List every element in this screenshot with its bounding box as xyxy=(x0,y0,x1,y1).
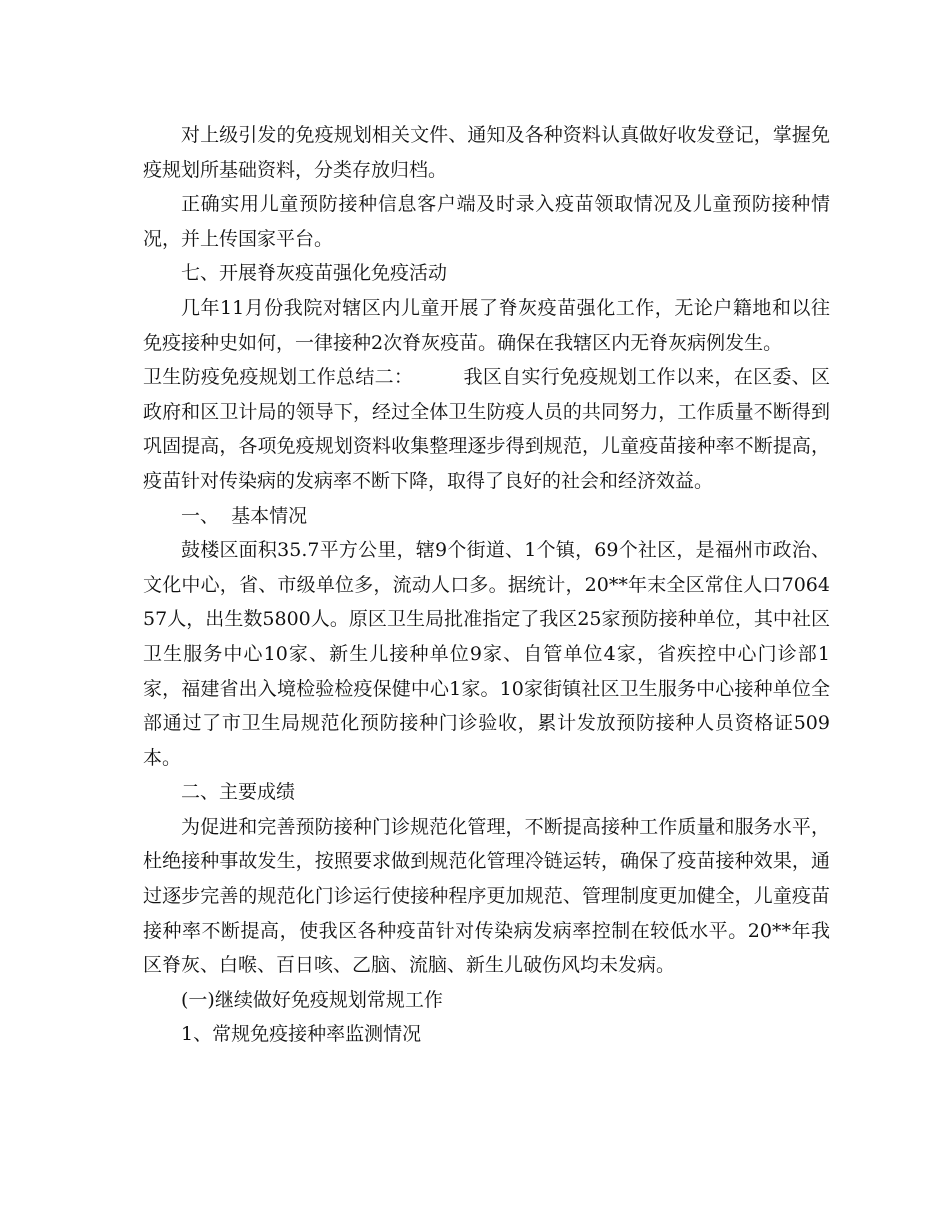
paragraph-client-entry: 正确实用儿童预防接种信息客户端及时录入疫苗领取情况及儿童预防接种情况，并上传国家平台。 xyxy=(143,193,830,250)
paragraph-basic-info: 鼓楼区面积35.7平方公里，辖9个街道、1个镇，69个社区，是福州市政治、文化中心，省、市级单位多，流动人口多。据统计，20**年末全区常住人口706457人，出生数5800人。原区卫生局批准指定了我区25家预防接种单位，其中社区卫生服务中心10家、新生儿接种单位9家、自管单位4家，省疾控中心门诊部1家，福建省出入境检验检疫保健中心1家。10家街镇社区卫生服务中心接种单位全部通过了市卫生局规范化预防接种门诊验收，累计发放预防接种人员资格证509本。 xyxy=(143,539,830,769)
summary-two-lead: 卫生防疫免疫规划工作总结二： xyxy=(143,366,414,389)
paragraph-summary-two xyxy=(143,360,830,498)
section-heading-polio-campaign: 七、开展脊灰疫苗强化免疫活动 xyxy=(181,262,448,285)
paragraph-polio-campaign: 几年11月份我院对辖区内儿童开展了脊灰疫苗强化工作，无论户籍地和以往免疫接种史如何，一律接种2次脊灰疫苗。确保在我辖区内无脊灰病例发生。 xyxy=(143,296,830,354)
subsection-heading-routine-work: (一)继续做好免疫规划常规工作 xyxy=(181,988,443,1011)
section-heading-basic-info: 一、 基本情况 xyxy=(181,504,308,527)
summary-two-text: 我区自实行免疫规划工作以来，在区委、区政府和区卫计局的领导下，经过全体卫生防疫人员的共同努力，工作质量不断得到巩固提高，各项免疫规划资料收集整理逐步得到规范，儿童疫苗接种率不断提高，疫苗针对传染病的发病率不断下降，取得了良好的社会和经济效益。 xyxy=(143,366,830,492)
paragraph-archive: 对上级引发的免疫规划相关文件、通知及各种资料认真做好收发登记，掌握免疫规划所基础资料，分类存放归档。 xyxy=(143,124,830,181)
section-heading-achievements: 二、主要成绩 xyxy=(181,781,296,804)
paragraph-achievements: 为促进和完善预防接种门诊规范化管理，不断提高接种工作质量和服务水平，杜绝接种事故发生，按照要求做到规范化管理冷链运转，确保了疫苗接种效果，通过逐步完善的规范化门诊运行使接种程序更加规范、管理制度更加健全，儿童疫苗接种率不断提高，使我区各种疫苗针对传染病发病率控制在较低水平。20**年我区脊灰、白喉、百日咳、乙脑、流脑、新生儿破伤风均未发病。 xyxy=(143,815,830,977)
subsection-heading-coverage-monitoring: 1、常规免疫接种率监测情况 xyxy=(181,1023,422,1046)
